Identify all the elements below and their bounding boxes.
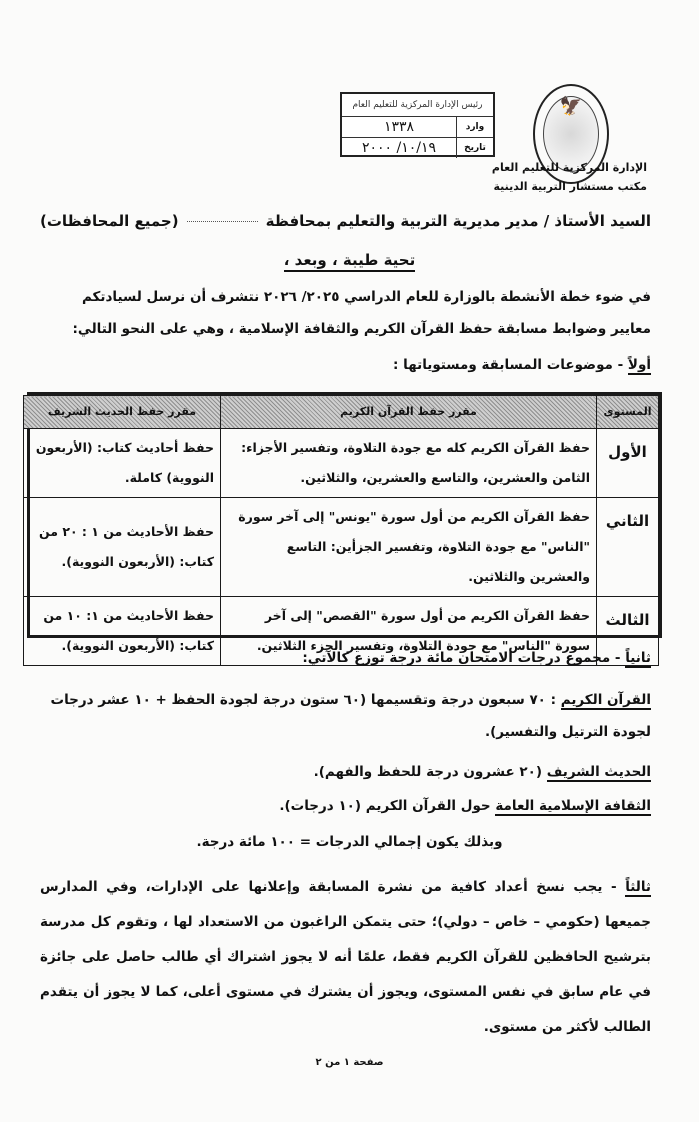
hadith-grades (40, 762, 651, 782)
table-row (24, 498, 659, 597)
quran-grades-text: : ٧٠ سبعون درجة وتقسيمها (٦٠ ستون درجة لجودة الحفظ + ١٠ عشر درجات لجودة الترتيل والتفسير). (50, 692, 651, 740)
quran-grades-label: القرآن الكريم (560, 692, 651, 708)
org-line-2: مكتب مستشار التربية الدينية (493, 180, 647, 193)
quran-cell: حفظ القرآن الكريم كله مع جودة التلاوة، وتفسير الأجزاء: الثامن والعشرين، والتاسع والعشرين، والثلاثين. (221, 429, 597, 498)
addressee-note: (جميع المحافظات) (40, 212, 179, 230)
section-3-text: - يجب نسخ أعداد كافية من نشرة المسابقة وإعلانها على الإدارات، وفي المدارس جميعها (حكومي – خاص – دولي)؛ حتى يتمكن الراغبون من الاستعداد لها ، وتقوم كل مدرسة بترشيح الحافظين للقرآن الكريم فقط، علمًا أنه لا يجوز اشتراك أي طالب حاصل على جائزة في عام سابق في نفس المستوى، ويجوز أن يشترك في مستوى أعلى، كما لا يجوز أن يتقدم الطالب لأكثر من مستوى. (40, 879, 651, 1035)
quran-cell: حفظ القرآن الكريم من أول سورة "يونس" إلى آخر سورة "الناس" مع جودة التلاوة، وتفسير الجزأين: التاسع والعشرين والثلاثين. (221, 498, 597, 597)
header-level: المستوى (597, 396, 659, 429)
competition-levels-table (27, 392, 662, 653)
stamp-number-row (342, 117, 493, 138)
hadith-grades-label: الحديث الشريف (546, 764, 651, 780)
hadith-cell: حفظ الأحاديث من ١ : ٢٠ من كتاب: (الأربعون النووية). (24, 498, 221, 597)
section-2-label: ثانياً (625, 650, 651, 666)
section-2-title: - مجموع درجات الامتحان مائة درجة توزع كالآتي: (302, 650, 626, 666)
org-header (492, 158, 647, 196)
hadith-grades-text: (٢٠ عشرون درجة للحفظ والفهم). (313, 764, 547, 780)
header-hadith: مقرر حفظ الحديث الشريف (24, 396, 221, 429)
level-cell: الثاني (597, 498, 659, 597)
greeting-text: تحية طيبة ، وبعد ، (284, 251, 416, 272)
eagle-icon: 🦅 (559, 96, 583, 117)
stamp-title: رئيس الإدارة المركزية للتعليم العام (342, 94, 493, 117)
section-2-heading (40, 648, 651, 668)
section-1-heading (40, 355, 651, 375)
culture-grades-label: الثقافة الإسلامية العامة (495, 798, 651, 814)
section-1-title: - موضوعات المسابقة ومستوياتها : (393, 357, 628, 373)
quran-grades (40, 684, 651, 748)
section-3-paragraph (40, 870, 651, 1045)
addressee-line (40, 212, 651, 230)
culture-grades-text: حول القرآن الكريم (١٠ درجات). (279, 798, 496, 814)
stamp-number-label: وارد (456, 117, 493, 137)
section-3-label: ثالثاً (625, 879, 651, 895)
section-1-label: أولاً (627, 357, 651, 373)
header-quran: مقرر حفظ القرآن الكريم (221, 396, 597, 429)
quran-cell: حفظ القرآن الكريم من أول سورة "القصص" إلى آخر سورة "الناس" مع جودة التلاوة، وتفسير الجزء الثلاثين. (221, 597, 597, 666)
addressee-text: السيد الأستاذ / مدير مديرية التربية والتعليم بمحافظة (265, 212, 651, 230)
hadith-cell: حفظ الأحاديث من ١: ١٠ من كتاب: (الأربعون النووية). (24, 597, 221, 666)
stamp-date-row (342, 138, 493, 158)
fill-in-dots (187, 220, 258, 222)
stamp-date-value: ١٠/١٩/ ٢٠٠٠ (361, 140, 437, 156)
total-grades: وبذلك يكون إجمالي الدرجات = ١٠٠ مائة درجة. (196, 834, 503, 850)
table-header-row (24, 396, 659, 429)
culture-grades (40, 796, 651, 816)
org-line-1: الإدارة المركزية للتعليم العام (491, 161, 647, 174)
greeting (0, 251, 699, 269)
table-row (24, 429, 659, 498)
stamp-date-label: تاريخ (456, 138, 493, 158)
hadith-cell: حفظ أحاديث كتاب: (الأربعون النووية) كاملة. (24, 429, 221, 498)
level-cell: الأول (597, 429, 659, 498)
page-indicator: صفحة ١ من ٢ (315, 1057, 384, 1068)
intro-line-2: معايير وضوابط مسابقة حفظ القرآن الكريم والثقافة الإسلامية ، وهي على النحو التالي: (72, 321, 651, 337)
registration-stamp (340, 92, 495, 157)
stamp-number-value: ١٣٣٨ (383, 119, 415, 135)
intro-line-1: في ضوء خطة الأنشطة بالوزارة للعام الدراسي ٢٠٢٥/ ٢٠٢٦ نتشرف أن نرسل لسيادتكم (81, 289, 651, 305)
level-cell: الثالث (597, 597, 659, 666)
